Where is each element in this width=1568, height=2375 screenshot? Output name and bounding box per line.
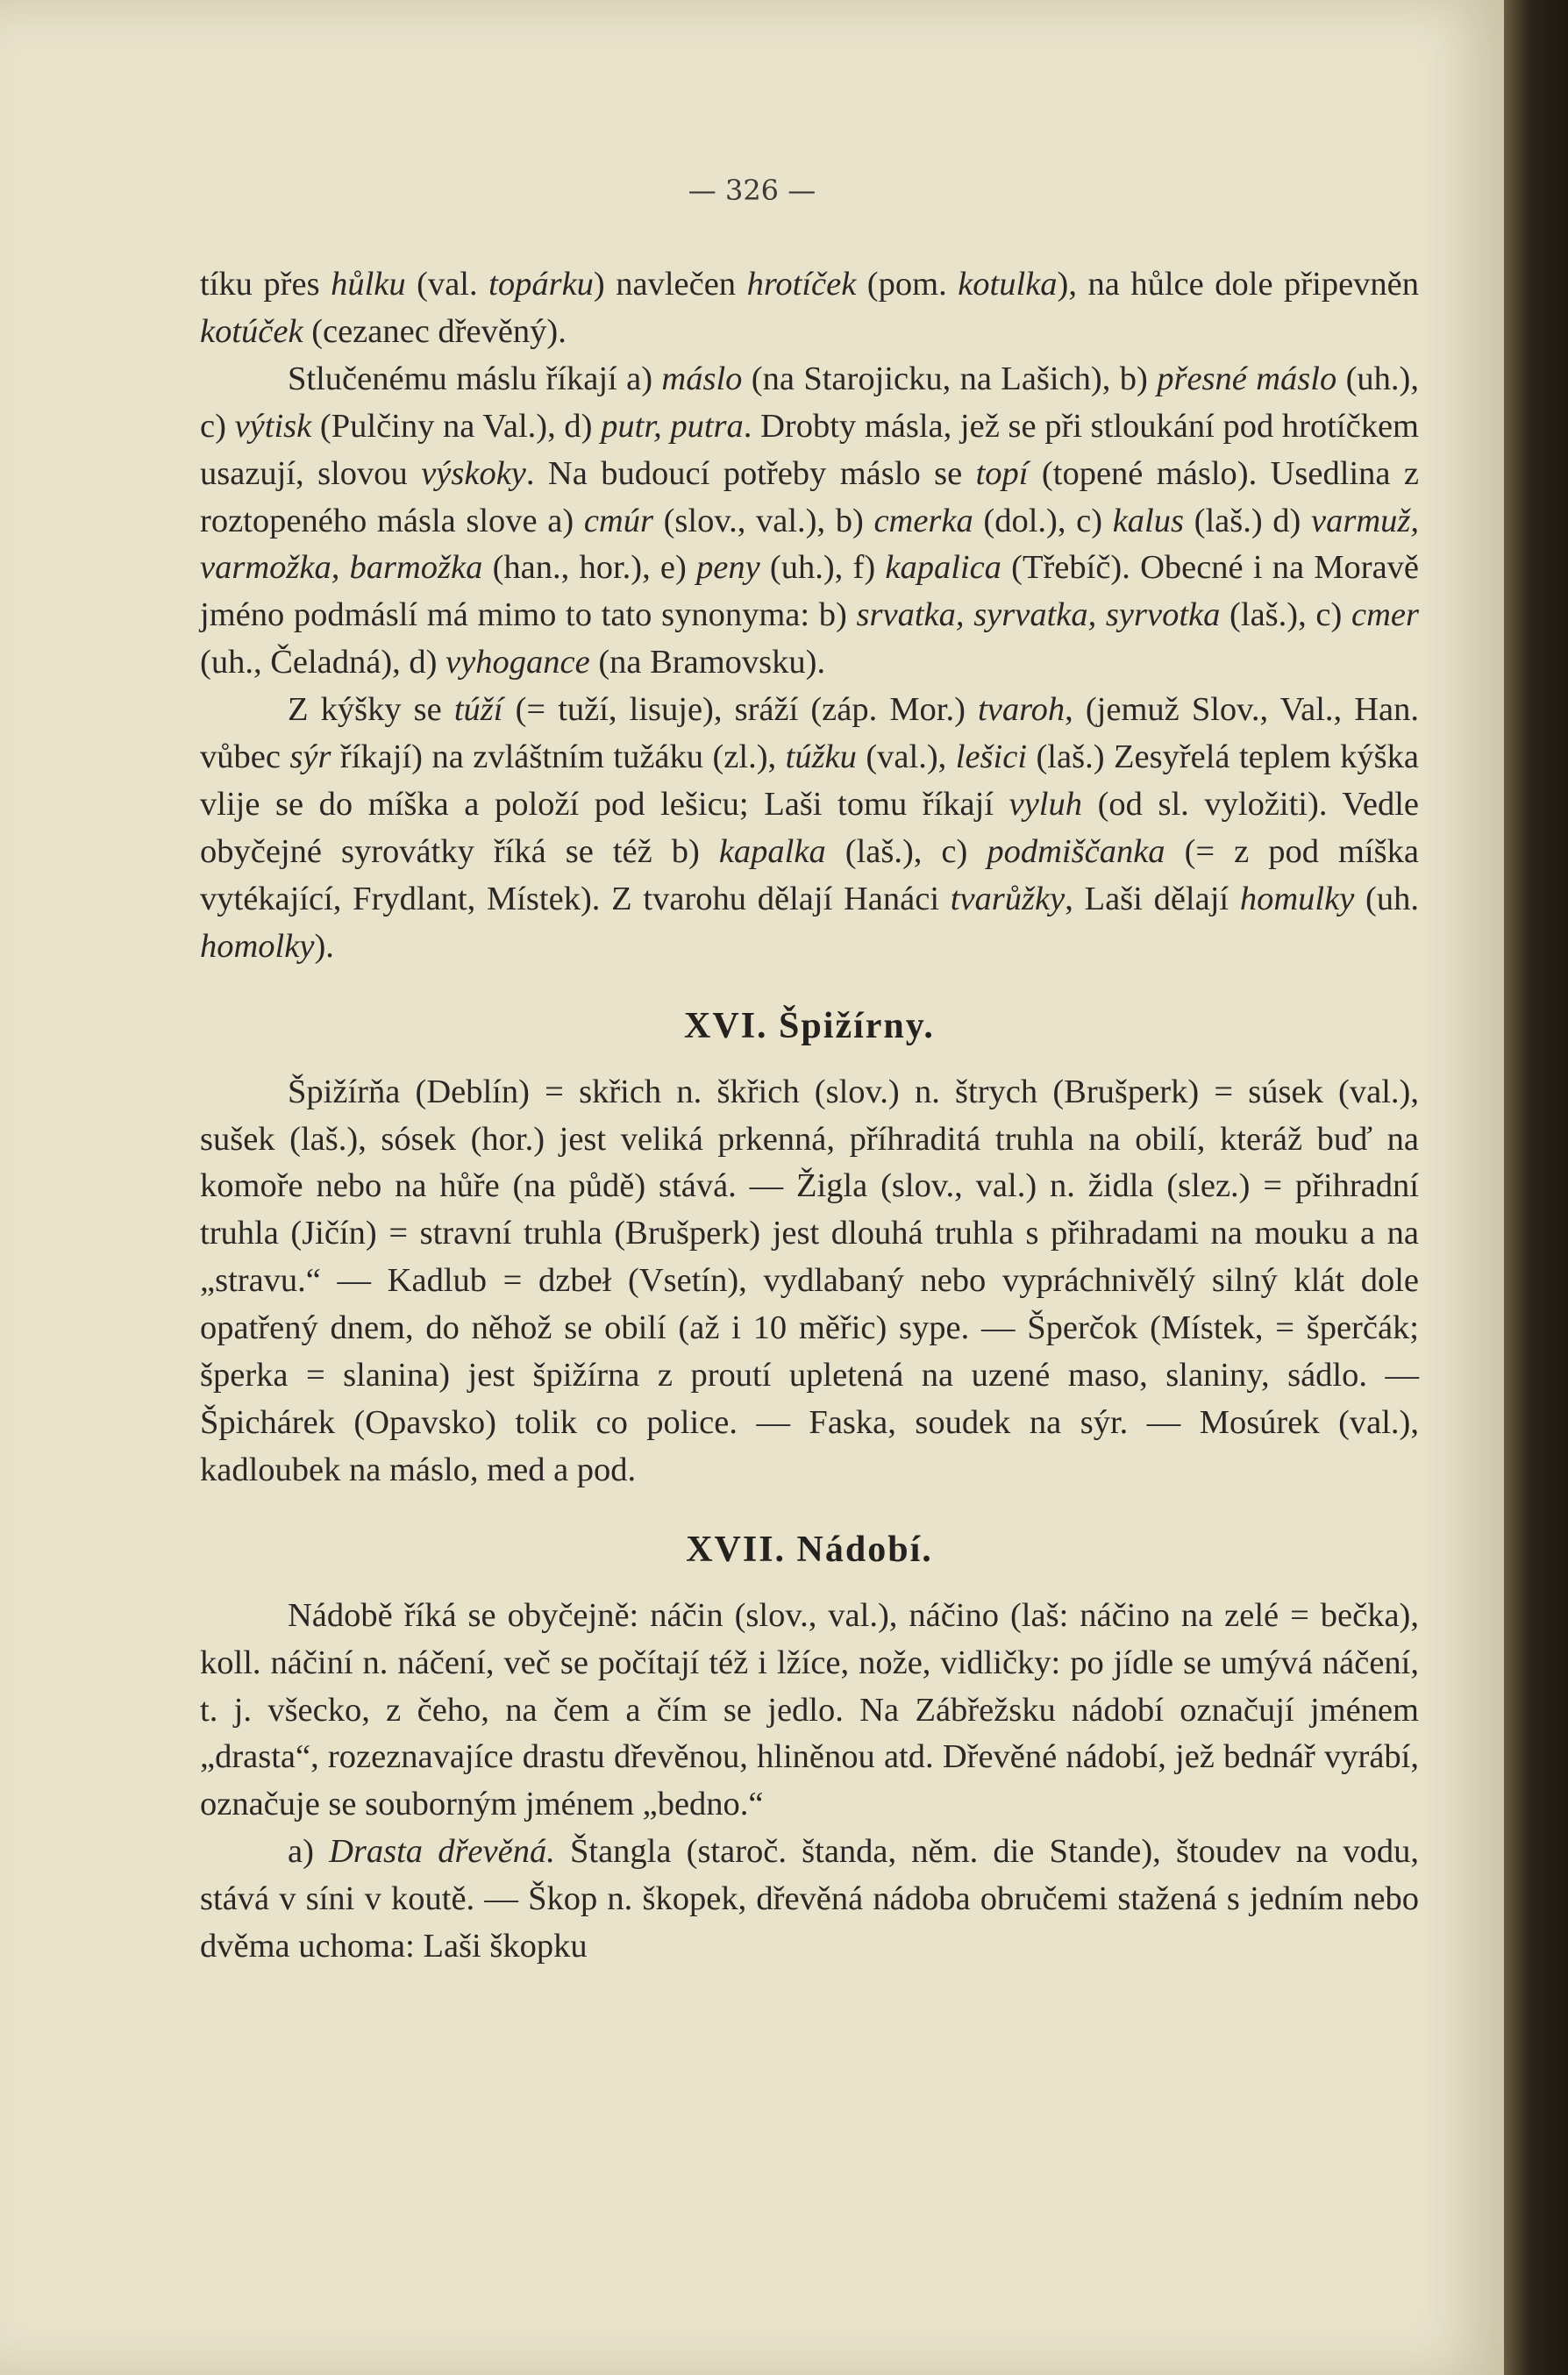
text-run: (dol.), c): [973, 502, 1113, 539]
text-run: (uh.), f): [759, 549, 886, 587]
italic-term: topárku: [488, 266, 594, 303]
text-run: (laš.) Zesyřelá teplem kýška vlije se do míška a položí pod lešicu; Laši tomu říkají: [200, 738, 1420, 823]
italic-term: kapalka: [718, 832, 826, 870]
text-run: (val.),: [856, 738, 956, 776]
text-run: , (jemuž Slov., Val., Han. vůbec: [200, 691, 1419, 776]
section-heading: XVI. Špižírny.: [684, 1005, 935, 1046]
text-run: Špižírňa (Deblín) = skřich n. škřich (slov.) n. štrych (Brušperk) = súsek (val.), sušek (laš.), sósek (hor.) jest veliká prkenná, příhraditá truhla na obilí, kteráž buď na komoře nebo na hůře (na půdě) stává. — Žigla (slov., val.) n. židla (slez.) = přihradní truhla (Jičín) = stravní truhla (Brušperk) jest dlouhá truhla s přihradami na mouku a na „stravu.“ — Kadlub = dzbeł (Vsetín), vydlabaný nebo vypráchnivělý silný klát dole opatřený dnem, do něhož se obilí (až i 10 měřic) sype. — Šperčok (Místek, = šperčák; šperka = slanina) jest špižírna z proutí upletená na uzené maso, slaniny, sádlo. — Špichárek (Opavsko) tolik co police. — Faska, soudek na sýr. — Mosúrek (val.), kadloubek na máslo, med a pod.: [200, 1073, 1419, 1488]
italic-term: kalus: [1112, 502, 1184, 539]
italic-term: sýr: [289, 738, 331, 776]
paragraph: [200, 356, 1419, 687]
text-run: (Pulčiny na Val.), d): [311, 407, 602, 445]
text-run: (Třebíč). Obecné i na Moravě jméno podmáslí má mimo to tato synonyma: b): [200, 549, 1419, 634]
text-run: (val.: [405, 266, 489, 303]
italic-term: peny: [696, 549, 760, 587]
italic-term: přesné máslo: [1157, 360, 1337, 397]
text-run: (laš.) d): [1183, 502, 1312, 539]
page-body: [200, 261, 1419, 1971]
text-run: (uh.), c): [200, 360, 1420, 445]
italic-term: kapalica: [885, 549, 1001, 587]
text-run: ) navlečen: [593, 266, 747, 303]
text-run: (han., hor.), e): [482, 549, 697, 587]
text-run: Nádobě říká se obyčejně: náčin (slov., val.), náčino (laš: náčino na zelé = bečka), koll. náčiní n. náčení, več se počítají též i lžíce, nože, vidličky: po jídle se umývá náčení, t. j. všecko, z čeho, na čem a čím se jedlo. Na Zábřežsku nádobí označují jménem „drasta“, rozeznavajíce drastu dřevěnou, hliněnou atd. Dřevěné nádobí, jež bednář vyrábí, označuje se souborným jménem „bedno.“: [200, 1596, 1419, 1823]
paragraph: [200, 1829, 1419, 1971]
page-number: — 326 —: [688, 174, 816, 207]
italic-term: varmuž, varmožka, barmožka: [200, 502, 1419, 587]
italic-term: tvarůžky: [950, 880, 1066, 917]
italic-term: výtisk: [234, 407, 312, 445]
text-run: ).: [314, 927, 334, 965]
italic-term: túžku: [785, 738, 857, 776]
text-run: ), na hůlce dole připevněn: [1057, 266, 1419, 303]
italic-term: homolky: [200, 927, 315, 965]
text-run: Stlučenému máslu říkají a): [288, 360, 662, 397]
paragraph: [200, 1593, 1419, 1829]
italic-term: cmúr: [583, 502, 653, 539]
paragraph: [200, 687, 1419, 970]
italic-term: cmerka: [873, 502, 973, 539]
italic-term: výskoky: [421, 454, 526, 492]
italic-term: máslo: [661, 360, 743, 397]
section-heading: XVII. Nádobí.: [686, 1529, 933, 1570]
text-run: (uh., Čeladná), d): [200, 644, 446, 681]
text-run: . Na budoucí potřeby máslo se: [525, 454, 976, 492]
text-run: Z kýšky se: [288, 691, 454, 729]
text-run: (= tuží, lisuje), sráží (záp. Mor.): [502, 691, 979, 729]
italic-term: lešici: [955, 738, 1028, 776]
text-run: Štangla (staroč. štanda, něm. die Stande), štoudev na vodu, stává v síni v koutě. — Škop n. škopek, dřevěná nádoba obručemi stažená s jedním nebo dvěma uchoma: Laši škopku: [200, 1833, 1419, 1965]
text-run: , Laši dělají: [1065, 880, 1240, 917]
paragraph: [200, 1069, 1419, 1494]
text-run: (cezanec dřevěný).: [303, 312, 567, 350]
italic-term: kotúček: [200, 312, 303, 350]
italic-term: cmer: [1351, 596, 1419, 634]
text-run: (od sl. vyložiti). Vedle obyčejné syrovátky říká se též b): [200, 785, 1419, 870]
text-run: (slov., val.), b): [652, 502, 874, 539]
book-spine: [1504, 0, 1568, 2375]
italic-term: srvatka, syrvatka, syrvotka: [856, 596, 1221, 634]
text-run: . Drobty másla, jež se při stloukání pod hrotíčkem usazují, slovou: [200, 407, 1419, 492]
italic-term: Drasta dřevěná.: [329, 1833, 555, 1871]
italic-term: túží: [453, 691, 503, 729]
text-run: (laš.), c): [825, 832, 987, 870]
text-run: (na Bramovsku).: [589, 644, 826, 681]
italic-term: podmiščanka: [987, 832, 1165, 870]
text-run: (= z pod míška vytékající, Frydlant, Místek). Z tvarohu dělají Hanáci: [200, 832, 1419, 917]
text-run: a): [288, 1833, 330, 1871]
paragraph: [200, 261, 1419, 356]
italic-term: tvaroh: [978, 691, 1066, 729]
text-run: (uh.: [1354, 880, 1419, 917]
italic-term: vyhogance: [445, 644, 590, 681]
text-run: (pom.: [856, 266, 959, 303]
text-run: tíku přes: [200, 266, 331, 303]
italic-term: vyluh: [1009, 785, 1082, 823]
italic-term: kotulka: [958, 266, 1058, 303]
text-run: říkají) na zvláštním tužáku (zl.),: [331, 738, 786, 776]
italic-term: hrotíček: [746, 266, 857, 303]
text-run: (topené máslo). Usedlina z roztopeného másla slove a): [200, 454, 1419, 539]
italic-term: hůlku: [331, 266, 406, 303]
text-run: (laš.), c): [1220, 596, 1352, 634]
italic-term: putr, putra: [601, 407, 744, 445]
italic-term: homulky: [1239, 880, 1355, 917]
italic-term: topí: [975, 454, 1029, 492]
text-run: (na Starojicku, na Lašich), b): [742, 360, 1158, 397]
